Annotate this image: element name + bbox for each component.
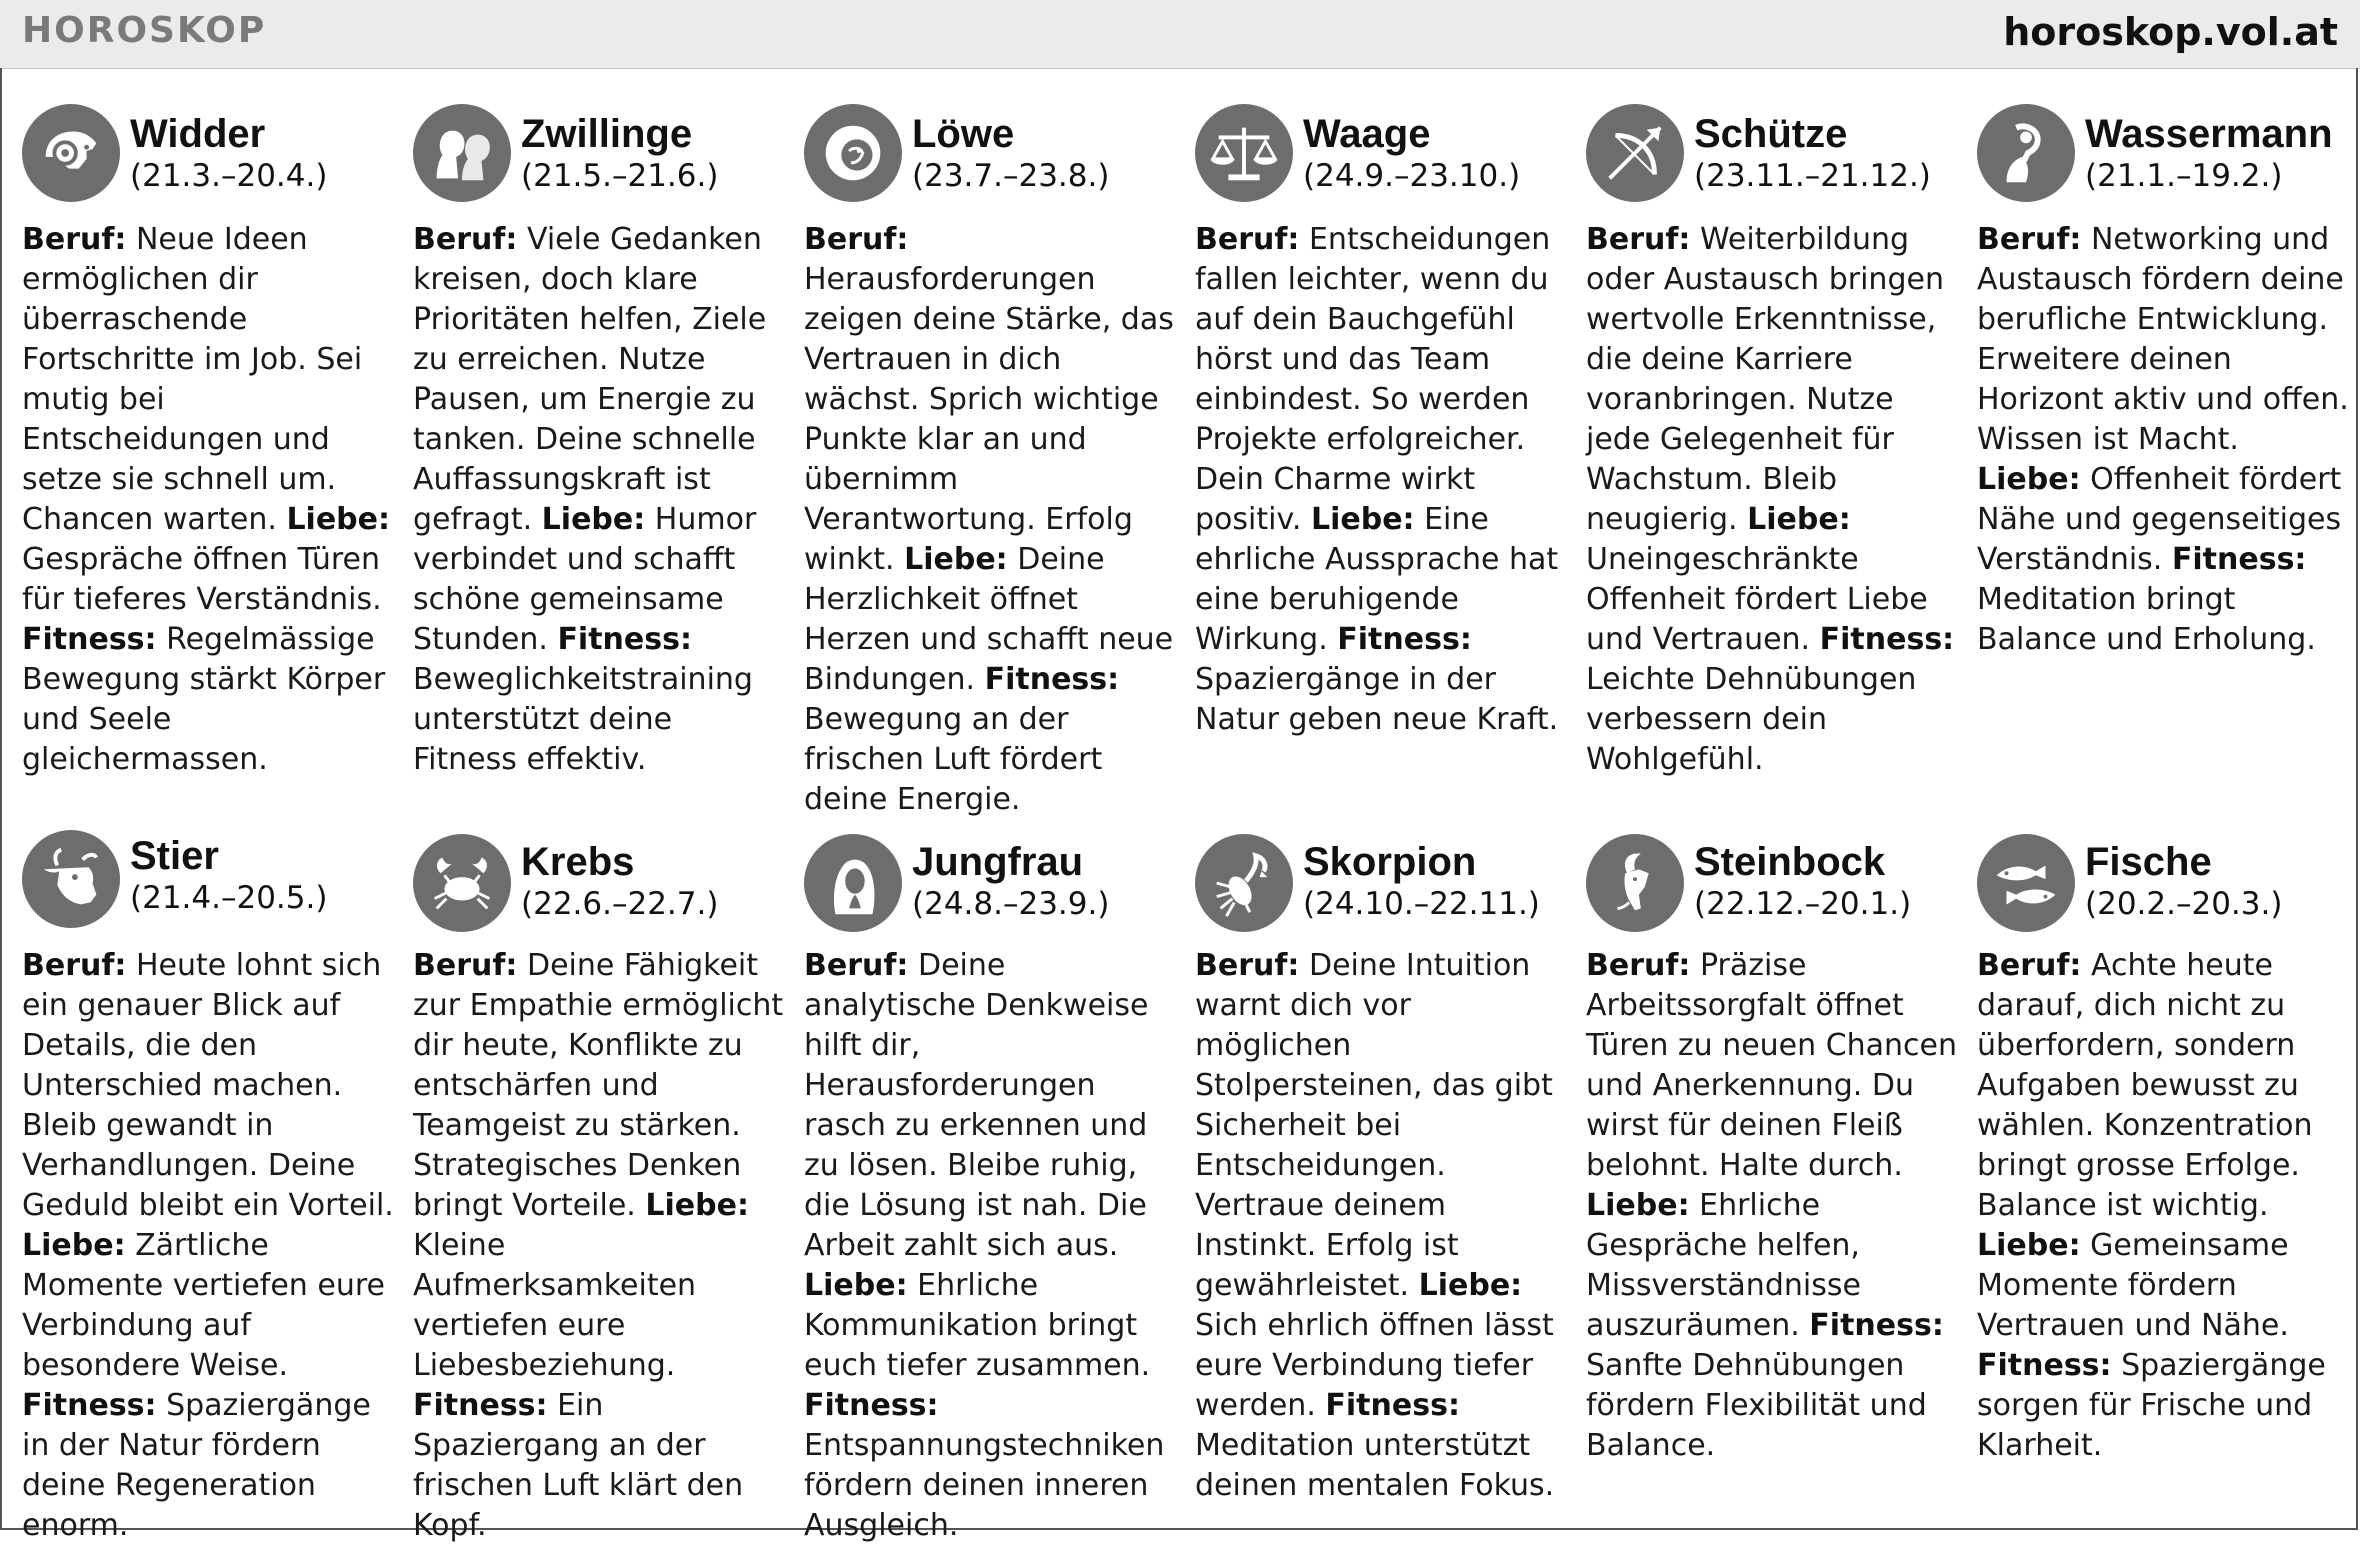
sign-dates: (22.12.–20.1.) [1694, 886, 1912, 922]
fitness-label: Fitness: [22, 1388, 157, 1423]
capricorn-goat-icon [1586, 834, 1684, 932]
liebe-label: Liebe: [804, 1268, 908, 1303]
liebe-text: Sich ehrlich öffnen lässt eure Verbindung tiefer werden. [1195, 1308, 1554, 1423]
sign-dates: (24.10.–22.11.) [1303, 886, 1540, 922]
maiden-icon [804, 834, 902, 932]
sign-name: Widder [130, 112, 266, 156]
sign-widder [22, 104, 394, 777]
liebe-text: Ehrliche Gespräche helfen, Missverständnisse auszuräumen. [1586, 1188, 1861, 1343]
beruf-text: Heute lohnt sich ein genauer Blick auf Details, die den Unterschied machen. Bleib gewandt in Verhandlungen. Deine Geduld bleibt ein Vorteil. [22, 948, 394, 1223]
fitness-label: Fitness: [1337, 622, 1472, 657]
fitness-label: Fitness: [1809, 1308, 1944, 1343]
liebe-text: Deine Herzlichkeit öffnet Herzen und schafft neue Bindungen. [804, 542, 1174, 697]
liebe-label: Liebe: [645, 1188, 749, 1223]
sign-dates: (22.6.–22.7.) [521, 886, 719, 922]
beruf-label: Beruf: [1977, 948, 2082, 983]
sign-waage [1195, 104, 1567, 744]
liebe-label: Liebe: [1586, 1188, 1690, 1223]
scorpion-icon [1195, 834, 1293, 932]
sign-dates: (24.8.–23.9.) [912, 886, 1110, 922]
fitness-text: Beweglichkeitstraining unterstützt deine Fitness effektiv. [413, 662, 753, 777]
fish-icon [1977, 834, 2075, 932]
fitness-text: Sanfte Dehnübungen fördern Flexibilität und Balance. [1586, 1348, 1927, 1463]
beruf-label: Beruf: [1195, 948, 1300, 983]
beruf-label: Beruf: [1586, 222, 1691, 257]
sign-text [1586, 220, 1958, 780]
scales-icon [1195, 104, 1293, 202]
page-header [0, 0, 2360, 69]
twins-icon [413, 104, 511, 202]
sign-name: Skorpion [1303, 840, 1477, 884]
liebe-label: Liebe: [541, 502, 646, 537]
sign-dates: (21.4.–20.5.) [130, 880, 328, 916]
liebe-text: Gespräche öffnen Türen für tieferes Verständnis. [22, 542, 382, 617]
sign-skorpion [1195, 830, 1567, 1503]
sign-name: Löwe [912, 112, 1015, 156]
sign-text [804, 946, 1176, 1546]
fitness-label: Fitness: [804, 1388, 939, 1423]
sign-name: Fische [2085, 840, 2212, 884]
beruf-label: Beruf: [22, 948, 127, 983]
sign-steinbock [1586, 830, 1958, 1470]
sign-schuetze [1586, 104, 1958, 777]
sign-zwillinge [413, 104, 785, 777]
liebe-label: Liebe: [1747, 502, 1851, 537]
sign-name: Schütze [1694, 112, 1848, 156]
sign-dates: (23.7.–23.8.) [912, 158, 1110, 194]
sign-stier [22, 830, 394, 1543]
beruf-text: Entscheidungen fallen leichter, wenn du auf dein Bauchgefühl hörst und das Team einbindest. So werden Projekte erfolgreicher. Dein Charme wirkt positiv. [1195, 222, 1551, 537]
sign-wassermann [1977, 104, 2349, 744]
sign-text [1586, 946, 1958, 1466]
beruf-label: Beruf: [1586, 948, 1691, 983]
fitness-text: Meditation bringt Balance und Erholung. [1977, 582, 2316, 657]
sign-dates: (21.1.–19.2.) [2085, 158, 2283, 194]
liebe-label: Liebe: [22, 1228, 126, 1263]
liebe-text: Uneingeschränkte Offenheit fördert Liebe und Vertrauen. [1586, 542, 1928, 657]
fitness-text: Ein Spaziergang an der frischen Luft klärt den Kopf. [413, 1388, 744, 1543]
liebe-label: Liebe: [904, 542, 1008, 577]
fitness-text: Entspannungstechniken fördern deinen inneren Ausgleich. [804, 1428, 1165, 1543]
sign-text [1977, 946, 2349, 1466]
sign-dates: (21.3.–20.4.) [130, 158, 328, 194]
sign-dates: (21.5.–21.6.) [521, 158, 719, 194]
fitness-label: Fitness: [2171, 542, 2307, 577]
liebe-label: Liebe: [1977, 1228, 2081, 1263]
sign-loewe [804, 104, 1176, 817]
sign-name: Waage [1303, 112, 1431, 156]
fitness-text: Spaziergänge in der Natur geben neue Kraft. [1195, 662, 1559, 737]
beruf-label: Beruf: [804, 948, 909, 983]
sign-text [413, 220, 785, 780]
sign-name: Jungfrau [912, 840, 1084, 884]
sign-name: Steinbock [1694, 840, 1886, 884]
fitness-label: Fitness: [22, 622, 157, 657]
site-url: horoskop.vol.at [2003, 10, 2338, 54]
sign-text [22, 220, 394, 780]
bow-and-arrow-icon [1586, 104, 1684, 202]
fitness-text: Regelmässige Bewegung stärkt Körper und Seele gleichermassen. [22, 622, 386, 777]
water-bearer-icon [1977, 104, 2075, 202]
liebe-label: Liebe: [1310, 502, 1415, 537]
sign-dates: (20.2.–20.3.) [2085, 886, 2283, 922]
sign-text [413, 946, 785, 1546]
liebe-text: Kleine Aufmerksamkeiten vertiefen eure Liebesbeziehung. [413, 1228, 697, 1383]
liebe-label: Liebe: [286, 502, 391, 537]
liebe-text: Eine ehrliche Aussprache hat eine beruhigende Wirkung. [1195, 502, 1559, 657]
sign-name: Wassermann [2085, 112, 2333, 156]
sign-text [1977, 220, 2349, 660]
sign-name: Stier [130, 834, 219, 878]
beruf-text: Weiterbildung oder Austausch bringen wertvolle Erkenntnisse, die deine Karriere voranbringen. Nutze jede Gelegenheit für Wachstum. Bleib neugierig. [1586, 222, 1944, 537]
beruf-text: Neue Ideen ermöglichen dir überraschende Fortschritte im Job. Sei mutig bei Entscheidungen und setze sie schnell um. Chancen warten. [22, 222, 363, 537]
beruf-text: Networking und Austausch fördern deine berufliche Entwicklung. Erweitere deinen Horizont aktiv und offen. Wissen ist Macht. [1977, 222, 2349, 457]
liebe-text: Gemeinsame Momente fördern Vertrauen und Nähe. [1977, 1228, 2289, 1343]
fitness-label: Fitness: [1819, 622, 1955, 657]
beruf-text: Deine Fähigkeit zur Empathie ermöglicht dir heute, Konflikte zu entschärfen und Teamgeist zu stärken. Strategisches Denken bringt Vorteile. [413, 948, 784, 1223]
fitness-label: Fitness: [1325, 1388, 1460, 1423]
sign-dates: (24.9.–23.10.) [1303, 158, 1521, 194]
sign-krebs [413, 830, 785, 1543]
beruf-text: Präzise Arbeitssorgfalt öffnet Türen zu neuen Chancen und Anerkennung. Du wirst für deinen Fleiß belohnt. Halte durch. [1586, 948, 1958, 1183]
beruf-text: Achte heute darauf, dich nicht zu überfordern, sondern Aufgaben bewusst zu wählen. Konzentration bringt grosse Erfolge. Balance ist wichtig. [1977, 948, 2313, 1223]
sign-text [804, 220, 1176, 820]
fitness-label: Fitness: [984, 662, 1120, 697]
sign-jungfrau [804, 830, 1176, 1543]
fitness-label: Fitness: [557, 622, 692, 657]
beruf-label: Beruf: [1195, 222, 1300, 257]
sign-text [1195, 220, 1567, 740]
fitness-text: Spaziergänge in der Natur fördern deine Regeneration enorm. [22, 1388, 371, 1543]
liebe-label: Liebe: [1977, 462, 2081, 497]
beruf-text: Deine analytische Denkweise hilft dir, Herausforderungen rasch zu erkennen und zu lösen. Bleibe ruhig, die Lösung ist nah. Die Arbeit zahlt sich aus. [804, 948, 1149, 1263]
ram-icon [22, 104, 120, 202]
beruf-text: Viele Gedanken kreisen, doch klare Prioritäten helfen, Ziele zu erreichen. Nutze Pausen, um Energie zu tanken. Deine schnelle Auffassungskraft ist gefragt. [413, 222, 767, 537]
liebe-text: Ehrliche Kommunikation bringt euch tiefer zusammen. [804, 1268, 1151, 1383]
sign-dates: (23.11.–21.12.) [1694, 158, 1931, 194]
page-title: HOROSKOP [22, 10, 267, 51]
beruf-label: Beruf: [1977, 222, 2082, 257]
fitness-label: Fitness: [1977, 1348, 2112, 1383]
crab-icon [413, 834, 511, 932]
liebe-text: Offenheit fördert Nähe und gegenseitiges Verständnis. [1977, 462, 2342, 577]
beruf-label: Beruf: [22, 222, 127, 257]
sign-name: Krebs [521, 840, 635, 884]
fitness-text: Meditation unterstützt deinen mentalen Fokus. [1195, 1428, 1555, 1503]
beruf-text: Herausforderungen zeigen deine Stärke, das Vertrauen in dich wächst. Sprich wichtige Punkte klar an und übernimm Verantwortung. Erfolg winkt. [804, 262, 1174, 577]
beruf-label: Beruf: [413, 222, 518, 257]
liebe-text: Humor verbindet und schafft schöne gemeinsame Stunden. [413, 502, 757, 657]
sign-text [22, 946, 394, 1546]
sign-fische [1977, 830, 2349, 1470]
liebe-text: Zärtliche Momente vertiefen eure Verbindung auf besondere Weise. [22, 1228, 385, 1383]
beruf-label: Beruf: [413, 948, 518, 983]
bull-icon [22, 830, 120, 928]
fitness-label: Fitness: [413, 1388, 548, 1423]
sign-text [1195, 946, 1567, 1506]
beruf-label: Beruf: [804, 222, 909, 257]
beruf-text: Deine Intuition warnt dich vor möglichen Stolpersteinen, das gibt Sicherheit bei Entscheidungen. Vertraue deinem Instinkt. Erfolg ist gewährleistet. [1195, 948, 1553, 1303]
lion-icon [804, 104, 902, 202]
fitness-text: Spaziergänge sorgen für Frische und Klarheit. [1977, 1348, 2326, 1463]
fitness-text: Leichte Dehnübungen verbessern dein Wohlgefühl. [1586, 662, 1917, 777]
sign-name: Zwillinge [521, 112, 693, 156]
liebe-label: Liebe: [1418, 1268, 1523, 1303]
fitness-text: Bewegung an der frischen Luft fördert deine Energie. [804, 702, 1103, 817]
